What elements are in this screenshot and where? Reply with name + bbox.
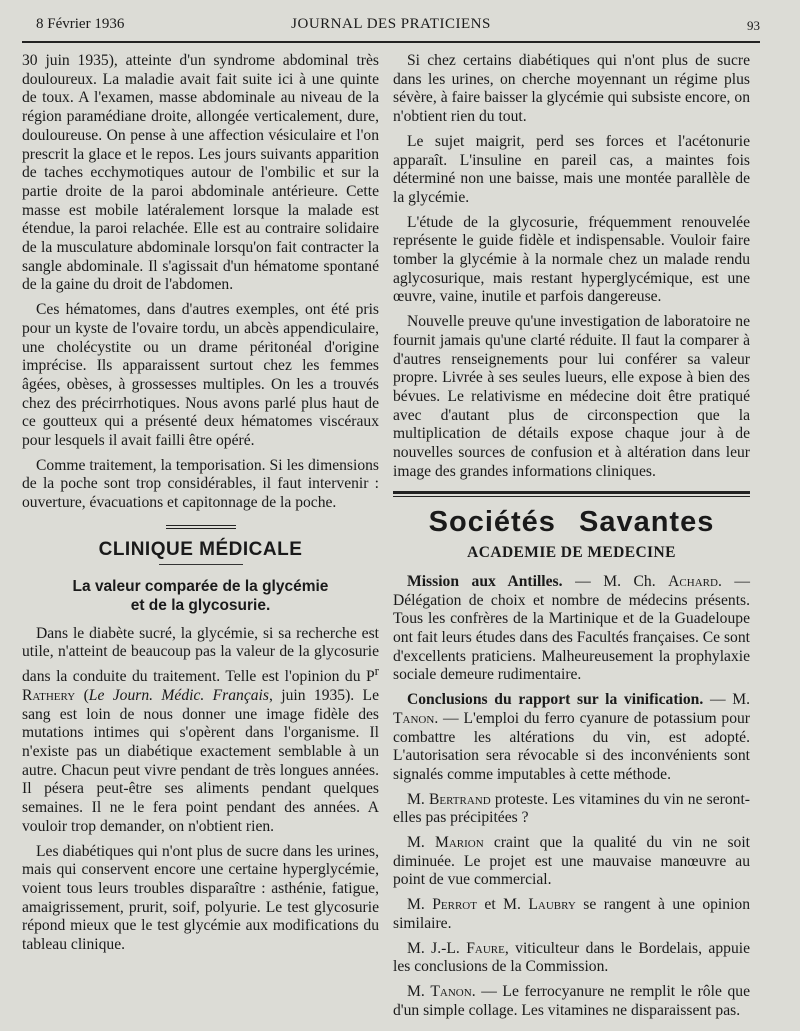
- right-column: [393, 52, 750, 1026]
- text: — M. Ch.: [562, 572, 669, 590]
- paragraph: Ces hématomes, dans d'autres exemples, ont été pris pour un kyste de l'ovaire tordu, un abcès appendiculaire, une cholécystite ou un drame péritonéal d'origine imprécise. Ils apparaissent surtout chez les femmes âgées, obèses, à grossesses multiples. On les a trouvés chez des précirrhotiques. Nous avons parlé plus haut de ce goutteux qui a présenté deux hématomes viscéraux pour lesquels il avait failli être opéré.: [22, 301, 379, 450]
- person-name: Faure: [466, 939, 505, 957]
- header-journal-title: JOURNAL DES PRATICIENS: [291, 16, 491, 32]
- section-title: CLINIQUE MÉDICALE: [98, 538, 303, 560]
- paragraph: [393, 791, 750, 828]
- paragraph: Nouvelle preuve qu'une investigation de laboratoire ne fournit jamais qu'une clarté réduite. Il faut la comparer à d'autres renseignements pour lui conférer sa valeur propre. Livrée à ses seules lueurs, elle expose à bien des bévues. Le relativisme en médecine doit être pratiqué avec d'autant plus de circonspection que la multiplication de détails expose chaque jour à de nouvelles sources de confusion et à altération dans leur image des grandes informations cliniques.: [393, 313, 750, 480]
- paragraph: [393, 983, 750, 1020]
- article-title-line: et de la glycosurie.: [130, 596, 271, 614]
- paragraph: Les diabétiques qui n'ont plus de sucre dans les urines, mais qui conservent encore une certaine hyperglycémie, voient tous leurs troubles disparaître : asthénie, fatigue, amaigrissement, prurit, soif, polyurie. Le test glycosurie répond mieux que le test glycémie aux modifications du tableau clinique.: [22, 842, 379, 954]
- page-number: 93: [747, 18, 760, 33]
- header-date: 8 Février 1936: [36, 16, 125, 32]
- paragraph: Le sujet maigrit, perd ses forces et l'acétonurie apparaît. L'insuline en pareil cas, a maintes fois déterminé non une baisse, mais une montée parallèle de la glycémie.: [393, 132, 750, 206]
- text: M. J.-L.: [407, 939, 467, 957]
- title-rule: [159, 564, 243, 565]
- article-title: [22, 577, 379, 615]
- superscript: r: [374, 662, 379, 678]
- text: M.: [407, 834, 435, 852]
- text: . — L'emploi du ferro cyanure de potassium pour combattre les altérations du vin, est adopté. L'autorisation sera révocable si des inconvénients sont signalés comme imputables à cette méthode.: [393, 709, 750, 783]
- text: et M.: [476, 896, 529, 914]
- person-name: Tanon: [430, 982, 472, 1000]
- text: M.: [407, 790, 429, 808]
- subsection-heading: ACADEMIE DE MEDECINE: [467, 544, 676, 562]
- person-name: Marion: [435, 834, 484, 852]
- paragraph: [22, 625, 379, 837]
- text: . — Délégation de choix et nombre de médecins présents. Tous les confrères de la Martinique et de la Guadeloupe ont fait leurs études dans des Facultés françaises. Ce sont d'excellents praticiens. Malheureusement la prophylaxie sociale demeure rudimentaire.: [393, 572, 750, 684]
- text: M.: [407, 982, 431, 1000]
- person-name: Bertrand: [428, 790, 491, 808]
- item-heading: Mission aux Antilles.: [407, 572, 563, 590]
- paragraph: [393, 834, 750, 890]
- paragraph: [393, 896, 750, 933]
- text: Dans le diabète sucré, la glycémie, si sa recherche est utile, n'atteint de beaucoup pas la valeur de la glycosurie dans la conduite du traitement. Telle est l'opinion du P: [22, 624, 379, 686]
- text: — M.: [703, 691, 751, 709]
- section-heading: Sociétés Savantes: [428, 506, 715, 539]
- paragraph: [393, 940, 750, 977]
- page-header: [22, 16, 760, 38]
- person-name: Tanon: [393, 709, 435, 727]
- person-name: Perrot: [432, 896, 477, 914]
- text: craint que la qualité du vin ne soit diminuée. Le projet est une mauvaise manœuvre au point de vue commercial.: [393, 834, 750, 889]
- person-name: Achard: [668, 572, 718, 590]
- header-rule: [22, 41, 760, 43]
- paragraph: [393, 691, 750, 785]
- section-separator: [166, 525, 236, 529]
- section-rule: [393, 491, 750, 497]
- paragraph: Comme traitement, la temporisation. Si les dimensions de la poche sont trop considérables, il faut intervenir : ouverture, évacuations et capitonnage de la poche.: [22, 456, 379, 512]
- text: proteste. Les vitamines du vin ne seront-elles pas précipitées ?: [393, 790, 750, 827]
- text: M.: [407, 896, 433, 914]
- text: . — Le ferrocyanure ne remplit le rôle que d'un simple collage. Les vitamines ne disparaissent pas.: [393, 982, 750, 1019]
- paragraph: 30 juin 1935), atteinte d'un syndrome abdominal très douloureux. La maladie avait fait suite ici à une quinte de toux. A l'examen, masse abdominale au niveau de la région paramédiane droite, allongée verticalement, dure, douloureuse. On pense à une affection vésiculaire et l'on prescrit la glace et le repos. Les jours suivants apparition de taches ecchymotiques autour de l'ombilic et sur la partie droite de la paroi abdominale antérieure. Cette masse est mobile latéralement lorsque la malade est étendue, la paroi relachée. Elle est au contraire solidaire de la musculature abdominale lorsqu'on fait contracter la sangle abdominale. Il s'agissait d'un hématome spontané de la gaine du droit de l'abdomen.: [22, 52, 379, 294]
- paragraph: [393, 573, 750, 685]
- author-name: Rathery: [22, 686, 76, 704]
- left-column: [22, 52, 379, 961]
- item-heading: Conclusions du rapport sur la vinification.: [407, 691, 704, 709]
- text: , juin 1935). Le sang est loin de nous donner une image fidèle des mutations intimes qui s'opèrent dans l'organisme. Il n'existe pas un diabétique exactement semblable à un autre. Chacun peut vivre pendant de très longues années. Il pésera peut-être ses aliments pendant quelques semaines. Il ne le fera point pendant des années. A vouloir trop demander, on n'obtient rien.: [22, 686, 380, 835]
- person-name: Laubry: [528, 896, 576, 914]
- article-title-line: La valeur comparée de la glycémie: [72, 577, 329, 595]
- journal-citation: Le Journ. Médic. Français: [88, 686, 269, 704]
- text: , viticulteur dans le Bordelais, appuie les conclusions de la Commission.: [393, 939, 750, 976]
- text: (: [75, 686, 89, 704]
- text: se rangent à une opinion similaire.: [393, 896, 750, 932]
- paragraph: L'étude de la glycosurie, fréquemment renouvelée représente le guide fidèle et indispensable. Vouloir faire tomber la glycémie à la normale chez un malade rendu aglycosurique, mais restant hyperglycémique, est une œuvre, vaine, inutile et parfois dangereuse.: [393, 213, 750, 306]
- paragraph: Si chez certains diabétiques qui n'ont plus de sucre dans les urines, on cherche moyennant un régime plus sévère, à faire baisser la glycémie qui subsiste encore, on n'obtient rien du tout.: [393, 52, 750, 126]
